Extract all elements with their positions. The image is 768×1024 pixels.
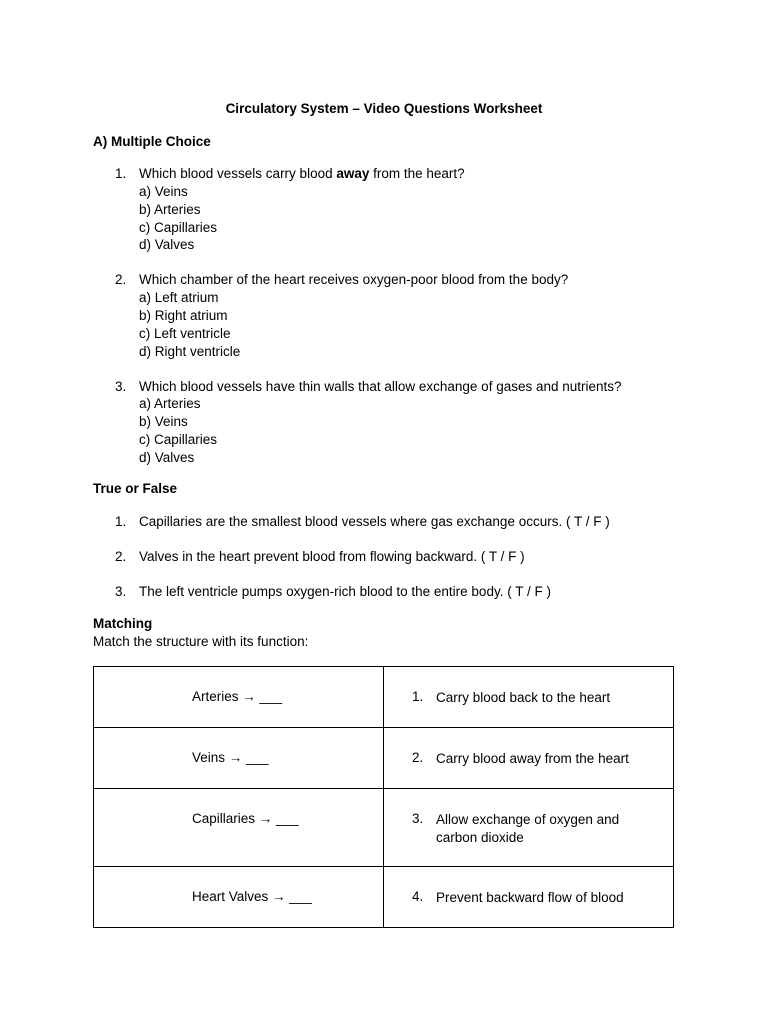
answer-option: a) Left atrium — [139, 290, 219, 305]
question-text: Which chamber of the heart receives oxygen-poor blood from the body? — [139, 272, 569, 287]
statement-text: Capillaries are the smallest blood vessels where gas exchange occurs. ( T / F ) — [139, 514, 610, 529]
section-heading-multiple-choice: A) Multiple Choice — [93, 134, 211, 149]
function-cell — [384, 867, 674, 928]
function-number: 1. — [412, 689, 424, 704]
statement-number: 3. — [115, 584, 127, 599]
function-number: 3. — [412, 811, 424, 826]
question-number: 1. — [115, 166, 127, 181]
answer-option: a) Arteries — [139, 396, 201, 411]
answer-option: a) Veins — [139, 184, 188, 199]
answer-option: c) Capillaries — [139, 432, 218, 447]
question-text: Which blood vessels have thin walls that allow exchange of gases and nutrients? — [139, 379, 622, 394]
answer-option: d) Right ventricle — [139, 344, 241, 359]
matching-instruction: Match the structure with its function: — [93, 634, 309, 649]
table-row — [94, 728, 674, 789]
structure-label: Capillaries → ___ — [192, 811, 299, 826]
table-row — [94, 667, 674, 728]
function-text: Allow exchange of oxygen and carbon dioxide — [436, 812, 620, 845]
answer-option: d) Valves — [139, 450, 195, 465]
emphasis-word: away — [336, 166, 370, 181]
function-number: 4. — [412, 889, 424, 904]
statement-text: Valves in the heart prevent blood from flowing backward. ( T / F ) — [139, 549, 525, 564]
function-text: Carry blood back to the heart — [436, 690, 611, 705]
function-cell — [384, 667, 674, 728]
question-number: 3. — [115, 379, 127, 394]
function-text: Carry blood away from the heart — [436, 751, 629, 766]
answer-option: b) Arteries — [139, 202, 201, 217]
section-heading-matching: Matching — [93, 616, 153, 631]
statement-text: The left ventricle pumps oxygen-rich blood to the entire body. ( T / F ) — [139, 584, 551, 599]
structure-cell — [94, 789, 384, 867]
answer-option: c) Capillaries — [139, 220, 218, 235]
function-number: 2. — [412, 750, 424, 765]
question-number: 2. — [115, 272, 127, 287]
structure-label: Veins → ___ — [192, 750, 269, 765]
matching-table — [93, 666, 674, 928]
structure-label: Heart Valves → ___ — [192, 889, 312, 904]
answer-option: d) Valves — [139, 237, 195, 252]
answer-option: b) Veins — [139, 414, 188, 429]
statement-number: 1. — [115, 514, 127, 529]
table-row — [94, 867, 674, 928]
structure-cell — [94, 667, 384, 728]
structure-cell — [94, 867, 384, 928]
statement-number: 2. — [115, 549, 127, 564]
section-heading-true-false: True or False — [93, 481, 178, 496]
page-title: Circulatory System – Video Questions Worksheet — [225, 101, 543, 116]
function-cell — [384, 728, 674, 789]
function-cell — [384, 789, 674, 867]
structure-cell — [94, 728, 384, 789]
answer-option: b) Right atrium — [139, 308, 228, 323]
question-text: Which blood vessels carry blood away from the heart? — [139, 166, 465, 181]
structure-label: Arteries → ___ — [192, 689, 283, 704]
table-row — [94, 789, 674, 867]
answer-option: c) Left ventricle — [139, 326, 231, 341]
function-text: Prevent backward flow of blood — [436, 890, 624, 905]
